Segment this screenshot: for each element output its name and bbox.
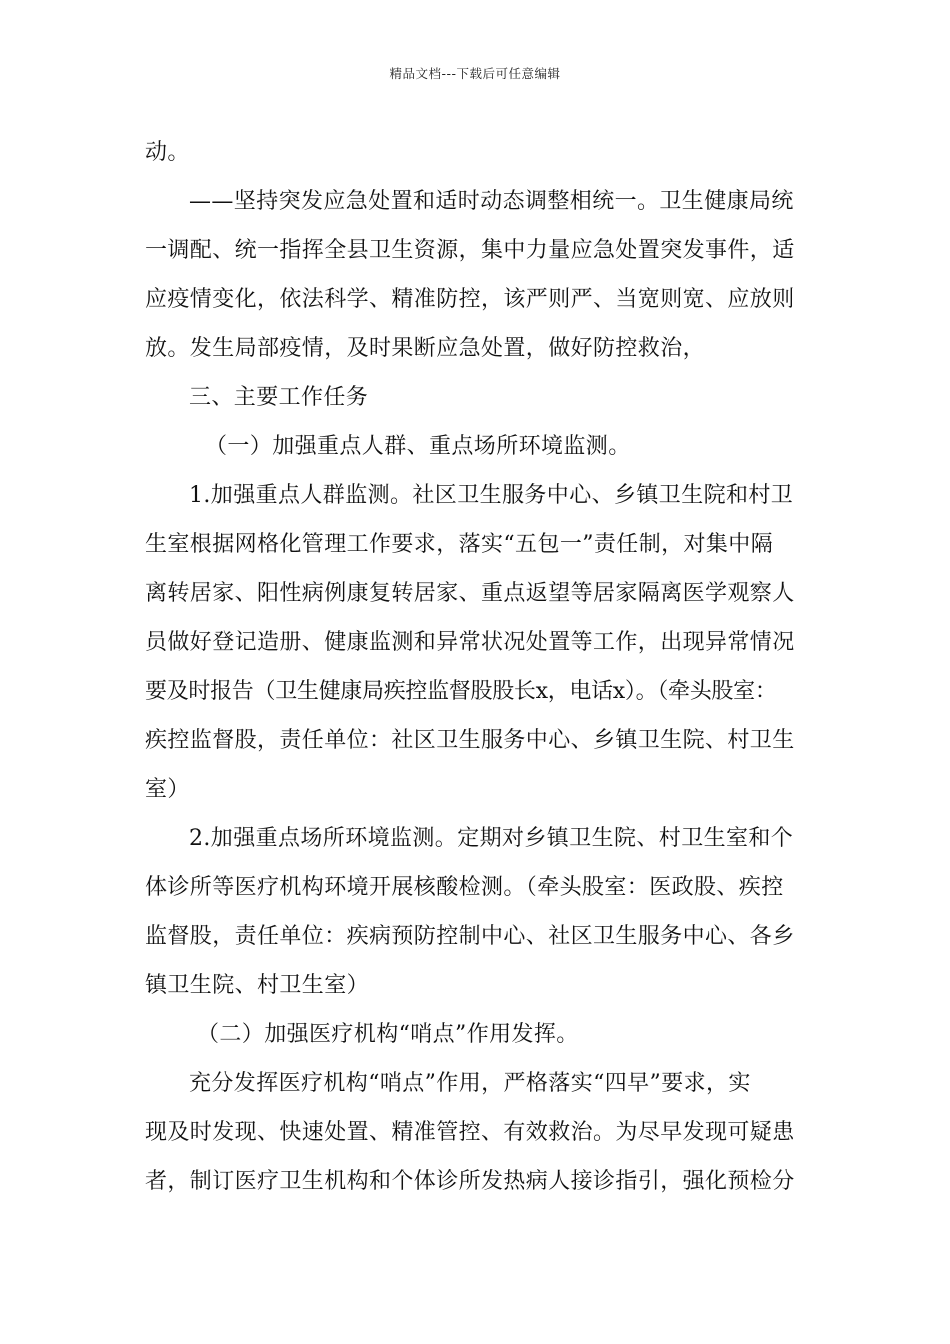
paragraph-line: 生室根据网格化管理工作要求，落实“五包一”责任制，对集中隔 bbox=[145, 532, 774, 557]
paragraph-line: 应疫情变化，依法科学、精准防控，该严则严、当宽则宽、应放则 bbox=[145, 287, 795, 312]
document-body bbox=[145, 128, 809, 1206]
paragraph-line: 放。发生局部疫情，及时果断应急处置，做好防控救治， bbox=[145, 336, 706, 361]
paragraph-line: 动。 bbox=[145, 140, 190, 165]
subsection-heading: （二）加强医疗机构“哨点”作用发挥。 bbox=[197, 1022, 579, 1047]
section-heading: 三、主要工作任务 bbox=[189, 385, 369, 410]
paragraph-line: 现及时发现、快速处置、精准管控、有效救治。为尽早发现可疑患 bbox=[145, 1120, 795, 1145]
paragraph-line: 2.加强重点场所环境监测。定期对乡镇卫生院、村卫生室和个 bbox=[189, 826, 794, 851]
paragraph-line: 1.加强重点人群监测。社区卫生服务中心、乡镇卫生院和村卫 bbox=[189, 483, 794, 508]
paragraph-line: 疾控监督股，责任单位：社区卫生服务中心、乡镇卫生院、村卫生 bbox=[145, 728, 795, 753]
paragraph-line: 监督股，责任单位：疾病预防控制中心、社区卫生服务中心、各乡 bbox=[145, 924, 795, 949]
subsection-heading: （一）加强重点人群、重点场所环境监测。 bbox=[205, 434, 631, 459]
paragraph-line: 充分发挥医疗机构“哨点”作用，严格落实“四早”要求，实 bbox=[189, 1071, 751, 1096]
page-header: 精品文档---下载后可任意编辑 bbox=[389, 66, 561, 81]
paragraph-line: 室） bbox=[145, 777, 190, 802]
paragraph-line: 员做好登记造册、健康监测和异常状况处置等工作，出现异常情况 bbox=[145, 630, 795, 655]
paragraph-line: 镇卫生院、村卫生室） bbox=[145, 973, 370, 998]
paragraph-line: ——坚持突发应急处置和适时动态调整相统一。卫生健康局统 bbox=[189, 189, 794, 214]
paragraph-line: 者，制订医疗卫生机构和个体诊所发热病人接诊指引，强化预检分 bbox=[145, 1169, 795, 1194]
paragraph-line: 离转居家、阳性病例康复转居家、重点返望等居家隔离医学观察人 bbox=[145, 581, 795, 606]
paragraph-line: 要及时报告（卫生健康局疾控监督股股长x，电话x）。（牵头股室： bbox=[145, 679, 777, 704]
paragraph-line: 体诊所等医疗机构环境开展核酸检测。（牵头股室：医政股、疾控 bbox=[145, 875, 784, 900]
paragraph-line: 一调配、统一指挥全县卫生资源，集中力量应急处置突发事件，适 bbox=[145, 238, 795, 263]
